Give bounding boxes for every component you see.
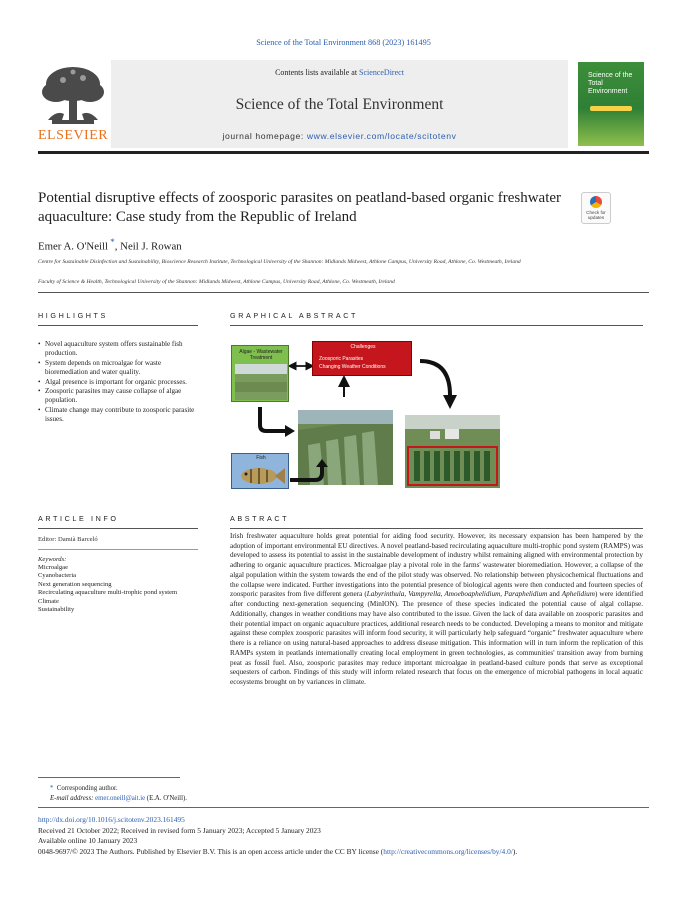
publisher-wordmark[interactable]: ELSEVIER — [38, 128, 109, 143]
challenge-item: Zoosporic Parasites — [319, 356, 364, 362]
article-info-heading: ARTICLE INFO — [38, 514, 119, 523]
keyword: Climate — [38, 597, 59, 605]
keyword: Recirculating aquaculture multi-trophic pond system — [38, 589, 178, 597]
pond-aerial-photo — [298, 410, 393, 485]
abstract-and: and — [547, 590, 562, 599]
abstract-genus-last: Aphelidium — [561, 590, 595, 599]
cover-title-line-2: Total Environment — [588, 80, 628, 95]
footnote-mark: * — [50, 785, 54, 792]
contents-prefix: Contents lists available at — [275, 68, 360, 77]
article-info-rule — [38, 528, 198, 529]
author-1[interactable]: Emer A. O'Neill — [38, 240, 109, 253]
footer-rule — [38, 807, 649, 808]
author-2[interactable]: Neil J. Rowan — [120, 240, 182, 253]
abstract-genera: Labyrinthula, Vampyrella, Amoeboaphelidium, Paraphelidium — [366, 590, 548, 599]
author-separator: , — [114, 240, 121, 253]
license-suffix: ). — [512, 846, 518, 856]
abstract-part: Irish freshwater aquaculture holds great potential for aiding food security. However, its necessary expansion has been hampered by the adoption of important environmental EU directives. A novel peatland-based recirculating aquaculture multi-trophic pond system (RAMPS) was developed to assess its potential to assist in the sustainable development of industry whilst remaining aligned with environmental protection by adhering to organic aquaculture practices. Microalgae play a pivotal role in the farms' wastewater bioremediation. However, a collapse of the algal population within the system towards the end of the pilot study was observed. No relationship between physicochemical fluctuations and the collapse were indicated. Further investigations into the potential presence of biological agents were then conducted and fourteen species of zoosporic parasites from five different genera ( — [230, 532, 643, 599]
arrow-head-down — [443, 395, 457, 409]
sciencedirect-link[interactable]: ScienceDirect — [359, 68, 404, 77]
arrow-head-right — [285, 425, 295, 437]
algae-pond-photo — [235, 364, 287, 400]
check-for-updates-label: Check for updates — [586, 210, 606, 220]
keywords-list — [38, 564, 198, 614]
highlights-rule — [38, 325, 198, 326]
journal-homepage — [111, 131, 568, 141]
algae-label: Algae - Wastewater Treatment — [239, 349, 283, 361]
editor-rule — [38, 549, 198, 550]
keyword: Next generation sequencing — [38, 580, 112, 588]
email-link[interactable]: emer.oneill@ait.ie — [95, 795, 146, 802]
author-list — [38, 237, 182, 253]
challenge-item: Changing Weather Conditions — [319, 364, 386, 370]
cover-title-line-1: Science of the — [588, 72, 633, 79]
email-suffix: (E.A. O'Neill). — [145, 795, 187, 802]
homepage-prefix: journal homepage: — [222, 131, 307, 141]
article-title: Potential disruptive effects of zoosporic parasites on peatland-based organic freshwater aquaculture: Case study from the Republic of Ireland — [38, 190, 562, 225]
affiliation-1: Centre for Sustainable Disinfection and Sustainability, Bioscience Research Institute, Technological University of the Shannon: Midlands Midwest, Athlone Campus, University Road, Athlone, Co. Westmeath, Ireland — [38, 259, 521, 265]
fish-box — [231, 453, 289, 489]
editor-line: Editor: Damià Barceló — [38, 536, 98, 543]
header-rule — [38, 151, 649, 154]
highlights-list — [38, 340, 198, 425]
abstract-heading: ABSTRACT — [230, 514, 290, 523]
doi-link[interactable]: http://dx.doi.org/10.1016/j.scitotenv.2023.161495 — [38, 815, 185, 824]
affiliation-rule — [38, 292, 649, 293]
contents-line — [111, 68, 568, 77]
corresponding-author-label: Corresponding author. — [56, 785, 118, 792]
abstract-text — [230, 532, 643, 688]
graphical-abstract-rule — [230, 325, 643, 326]
received-dates: Received 21 October 2022; Received in revised form 5 January 2023; Accepted 5 January 2023 — [38, 825, 321, 835]
challenges-title: Challenges — [350, 344, 376, 350]
abstract-rule — [230, 528, 643, 529]
abstract-part: ) were identified after conducting next-generation sequencing (MinION). The presence of these species indicated the potential cause of algal collapse. Additionally, changes in weather conditions may have also contributed to the issue. Given the lack of data available on zoosporic parasites and their potential impact on organic aquaculture practices, additional research needs to be conducted. Developing a means to monitor and mitigate against these complex zoosporic parasites will inform food security, it will particularly help safeguard “organic” freshwater aquaculture where there is a reliance on using natural-based approaches to address disease mitigation. This information will in turn inform the replication of this RAMPs system in peatlands internationally creating local employment in green technologies, as communities' transition away from burning peat as fossil fuel. Also, zoosporic parasites may reduce important microalgae in peatland-based culture ponds that serve as exceptional sequesters of carbon. Findings of this study will inform related research that focus on the emergence of microbial pathogens in local aquatic ecosystems brought on by variances in climate. — [230, 590, 643, 687]
cover-title — [588, 72, 644, 96]
license-line — [38, 847, 517, 858]
fish-icon — [235, 462, 287, 488]
journal-cover-thumbnail[interactable] — [578, 62, 644, 146]
affiliation-2: Faculty of Science & Health, Technological University of the Shannon: Midlands Midwest, Athlone Campus, University Road, Athlone, Co. Westmeath, Ireland — [38, 279, 395, 285]
homepage-link[interactable]: www.elsevier.com/locate/scitotenv — [306, 131, 457, 141]
journal-citation[interactable]: Science of the Total Environment 868 (2023) 161495 — [256, 38, 431, 47]
email-line — [50, 794, 187, 804]
license-link[interactable]: http://creativecommons.org/licenses/by/4.0/ — [383, 846, 513, 856]
footnote-rule — [38, 777, 180, 778]
highlight-item: • Algal presence is important for organic processes. — [38, 378, 198, 387]
journal-title: Science of the Total Environment — [235, 96, 444, 113]
email-label: E-mail address: — [50, 795, 96, 802]
highlight-item: • System depends on microalgae for waste bioremediation and water quality. — [38, 359, 198, 378]
keyword: Microalgae — [38, 564, 69, 571]
fish-label: Fish — [256, 455, 266, 461]
highlight-item: • Zoosporic parasites may cause collapse of algae population. — [38, 387, 198, 406]
cover-decoration — [590, 106, 632, 111]
keyword: Cyanobacteria — [38, 572, 77, 580]
online-date: Available online 10 January 2023 — [38, 836, 138, 846]
graphical-abstract-figure[interactable] — [230, 335, 643, 495]
algae-wastewater-box — [231, 345, 289, 402]
challenges-box — [312, 341, 412, 376]
footnote — [50, 784, 187, 804]
farm-site-photo — [405, 415, 500, 488]
graphical-abstract-heading: GRAPHICAL ABSTRACT — [230, 311, 359, 320]
license-prefix: 0048-9697/© 2023 The Authors. Published by Elsevier B.V. This is an open access article under the CC BY license ( — [38, 846, 384, 856]
corresponding-author-note — [50, 784, 187, 794]
keywords-heading: Keywords: — [38, 556, 67, 563]
highlight-item: • Climate change may contribute to zoosporic parasite issues. — [38, 406, 198, 425]
corresponding-mark[interactable]: * — [108, 237, 115, 247]
highlights-heading: HIGHLIGHTS — [38, 311, 108, 320]
check-for-updates-badge[interactable] — [581, 192, 611, 224]
publication-info — [38, 815, 517, 857]
highlight-item: • Novel aquaculture system offers sustainable fish production. — [38, 340, 198, 359]
keyword: Sustainability — [38, 606, 75, 614]
check-for-updates-icon — [590, 196, 602, 208]
